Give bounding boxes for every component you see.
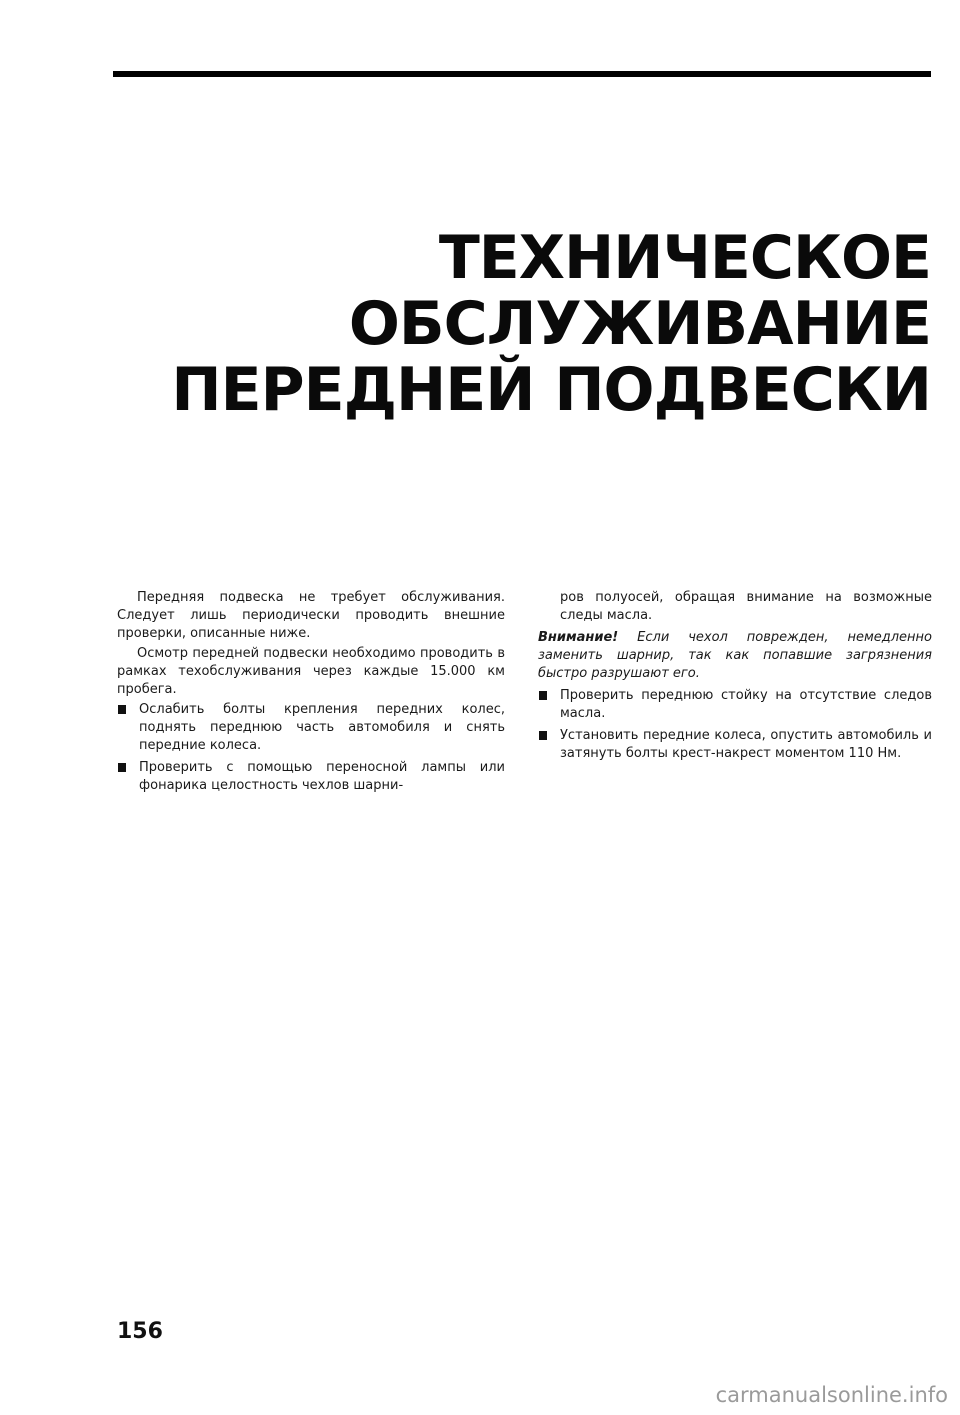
page-title [171,225,931,423]
bullet-square-icon [539,691,547,700]
warning-label: Внимание! [538,630,619,645]
list-item [538,727,932,763]
bullet-square-icon [118,763,126,772]
right-column [538,589,932,767]
list-item [117,759,505,795]
title-line-3: ПЕРЕДНЕЙ ПОДВЕСКИ [171,355,931,425]
bullet-square-icon [118,705,126,714]
title-line-1: ТЕХНИЧЕСКОЕ [438,223,931,293]
list-item-text: Установить передние колеса, опустить автомобиль и затянуть болты крест-накрест моментом 110 Нм. [560,728,932,761]
warning-note [538,629,932,683]
warning-text: Если чехол поврежден, немедленно заменить шарнир, так как попавшие загрязнения быстро разрушают его. [538,630,932,681]
list-item-text: Проверить с помощью переносной лампы или фонарика целостность чехлов шарни- [139,760,505,793]
header-rule [113,71,931,77]
list-item [117,701,505,755]
inspection-paragraph: Осмотр передней подвески необходимо проводить в рамках техобслуживания через каждые 15.000 км пробега. [117,646,505,697]
left-column [117,589,505,799]
continuation-paragraph: ров полуосей, обращая внимание на возможные следы масла. [560,590,932,623]
bullet-square-icon [539,731,547,740]
list-item-text: Проверить переднюю стойку на отсутствие следов масла. [560,688,932,721]
list-item [538,687,932,723]
intro-paragraph: Передняя подвеска не требует обслуживания. Следует лишь периодически проводить внешние проверки, описанные ниже. [117,590,505,641]
list-item-text: Ослабить болты крепления передних колес, поднять переднюю часть автомобиля и снять передние колеса. [139,702,505,753]
watermark: carmanualsonline.info [715,1383,948,1407]
title-line-2: ОБСЛУЖИВАНИЕ [348,289,931,359]
page-number: 156 [117,1319,163,1344]
